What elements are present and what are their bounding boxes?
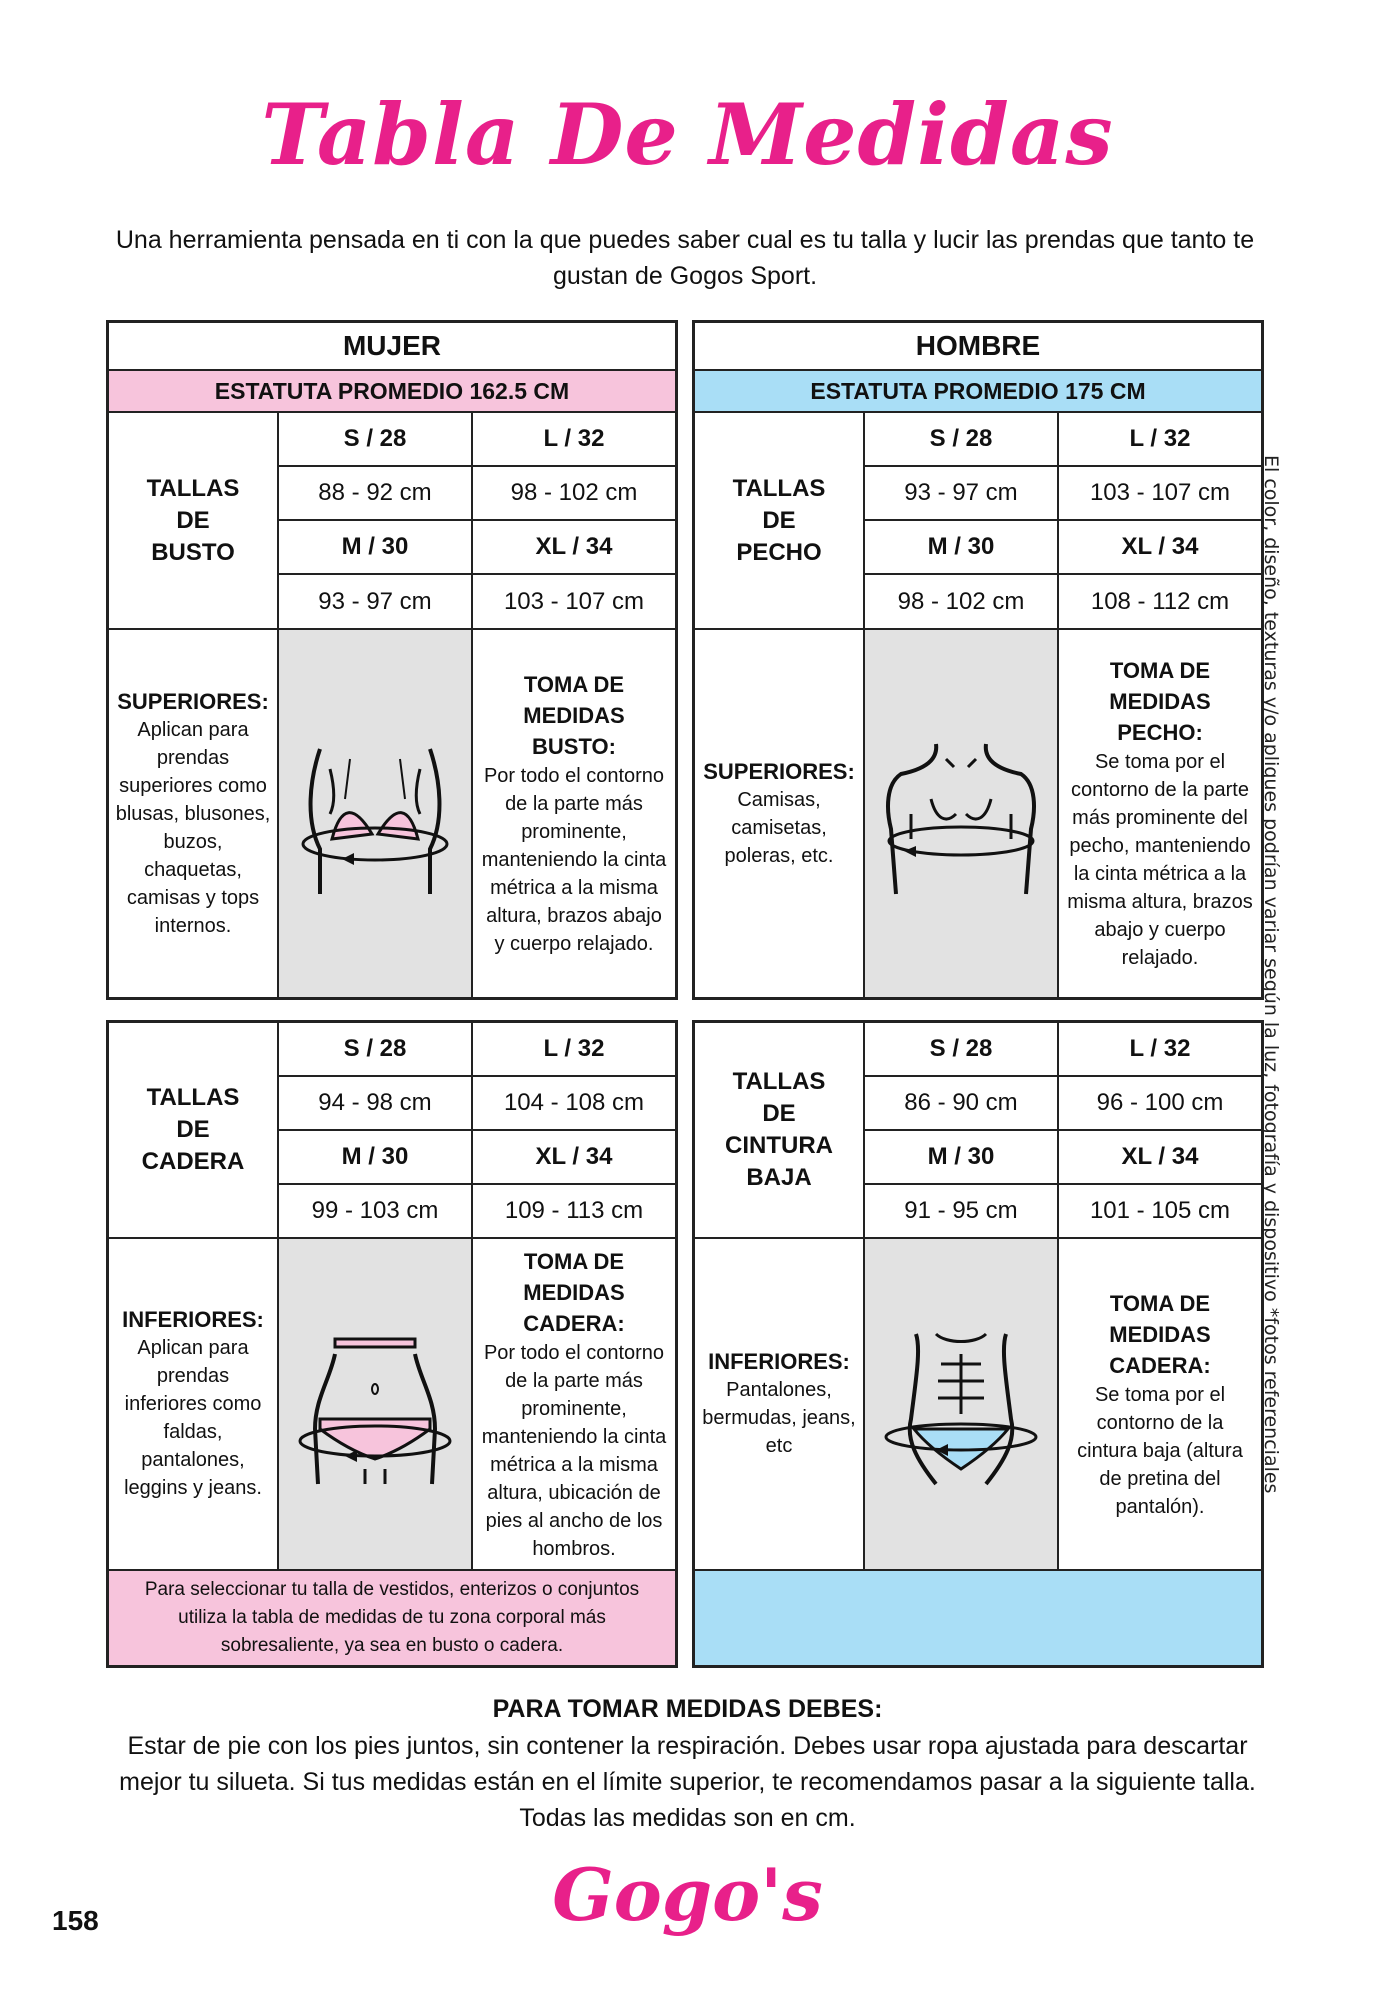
superiores-text: Camisas, camisetas, poleras, etc. xyxy=(724,788,834,867)
size-label: S / 28 xyxy=(929,425,993,452)
toma-cadera-text: Se toma por el contorno de la cintura baja (altura de pretina del pantalón). xyxy=(1077,1383,1243,1518)
size-range: 98 - 102 cm xyxy=(510,479,638,506)
toma-pecho xyxy=(1059,630,1261,997)
size-range: 103 - 107 cm xyxy=(503,587,645,615)
page-number: 158 xyxy=(52,1905,99,1936)
male-chest-icon xyxy=(876,729,1046,899)
size-label: XL / 34 xyxy=(535,1143,613,1170)
size-label: M / 30 xyxy=(341,533,409,560)
instructions-text: Estar de pie con los pies juntos, sin contener la respiración. Debes usar ropa ajustada para descartar mejor tu silueta. Si tus medidas están en el límite superior, te recomendamos pasar a la siguiente talla. Todas las medidas son en cm. xyxy=(119,1732,1256,1832)
toma-busto-title: TOMA DE MEDIDAS BUSTO: xyxy=(523,672,625,759)
bra-icon xyxy=(290,729,460,899)
size-range: 108 - 112 cm xyxy=(1090,587,1230,615)
size-label: S / 28 xyxy=(343,425,407,452)
inferiores-mujer xyxy=(109,1239,277,1569)
toma-cadera-hombre xyxy=(1059,1239,1261,1569)
size-label: L / 32 xyxy=(543,425,605,452)
instructions-heading: PARA TOMAR MEDIDAS DEBES: xyxy=(492,1695,883,1723)
size-range: 88 - 92 cm xyxy=(318,479,432,506)
chest-illustration xyxy=(865,630,1057,997)
size-label: XL / 34 xyxy=(1121,533,1199,560)
toma-cadera-title: TOMA DE MEDIDAS CADERA: xyxy=(523,1248,625,1336)
inferiores-hombre xyxy=(695,1239,863,1569)
size-label: M / 30 xyxy=(927,533,995,560)
size-range: 91 - 95 cm xyxy=(904,1197,1018,1224)
hombre-top-panel xyxy=(692,320,1264,1000)
size-range: 93 - 97 cm xyxy=(904,479,1018,506)
size-label: XL / 34 xyxy=(535,533,613,560)
mujer-top-panel xyxy=(106,320,678,1000)
inferiores-text: Aplican para prendas inferiores como faldas, pantalones, leggins y jeans. xyxy=(124,1337,262,1499)
tallas-busto-label: TALLAS DE BUSTO xyxy=(146,474,240,566)
size-label: L / 32 xyxy=(1129,425,1191,452)
toma-cadera-text: Por todo el contorno de la parte más prominente, manteniendo la cinta métrica a la misma altura, ubicación de pies al ancho de los hombros. xyxy=(481,1341,667,1560)
superiores-title: SUPERIORES: xyxy=(117,688,269,714)
male-waist-icon xyxy=(876,1319,1046,1489)
hip-illustration xyxy=(279,1239,471,1569)
toma-cadera-title: TOMA DE MEDIDAS CADERA: xyxy=(1109,1290,1211,1378)
toma-cadera-mujer xyxy=(473,1239,675,1569)
size-label: L / 32 xyxy=(1129,1035,1191,1062)
size-label: M / 30 xyxy=(341,1143,409,1170)
size-range: 104 - 108 cm xyxy=(503,1089,645,1116)
tallas-cintura-label: TALLAS DE CINTURA BAJA xyxy=(725,1068,833,1191)
brand-logo: Gogo's xyxy=(552,1852,823,1937)
side-note-text: El color, diseño, texturas y/o apliques podrían variar según la luz, fotografía y dispositivo *fotos referenciales xyxy=(1260,455,1282,1494)
hombre-estatura: ESTATUTA PROMEDIO 175 CM xyxy=(695,371,1261,411)
superiores-mujer xyxy=(109,630,277,997)
toma-pecho-title: TOMA DE MEDIDAS PECHO: xyxy=(1109,658,1211,745)
size-label: XL / 34 xyxy=(1121,1143,1199,1170)
size-range: 103 - 107 cm xyxy=(1089,479,1231,506)
page-title: Tabla De Medidas xyxy=(261,85,1114,184)
tallas-cadera-label: TALLAS DE CADERA xyxy=(141,1084,245,1175)
size-label: M / 30 xyxy=(927,1143,995,1170)
size-label: S / 28 xyxy=(929,1035,993,1062)
toma-pecho-text: Se toma por el contorno de la parte más prominente del pecho, manteniendo la cinta métrica a la misma altura, brazos abajo y cuerpo relajado. xyxy=(1067,751,1253,969)
size-range: 96 - 100 cm xyxy=(1096,1089,1224,1116)
size-label: L / 32 xyxy=(543,1035,605,1062)
inferiores-title: INFERIORES: xyxy=(122,1307,264,1332)
superiores-title: SUPERIORES: xyxy=(703,758,855,784)
side-note xyxy=(1258,455,1282,1535)
inferiores-text: Pantalones, bermudas, jeans, etc xyxy=(702,1379,856,1457)
superiores-text: Aplican para prendas superiores como blusas, blusones, buzos, chaquetas, camisas y tops internos. xyxy=(115,718,271,937)
size-range: 86 - 90 cm xyxy=(904,1089,1018,1116)
bust-illustration xyxy=(279,630,471,997)
hombre-header: HOMBRE xyxy=(915,330,1041,361)
toma-busto-text: Por todo el contorno de la parte más prominente, manteniendo la cinta métrica a la misma altura, brazos abajo y cuerpo relajado. xyxy=(481,765,667,955)
waist-illustration xyxy=(865,1239,1057,1569)
size-range: 99 - 103 cm xyxy=(311,1197,439,1224)
size-range: 94 - 98 cm xyxy=(318,1089,432,1116)
size-range: 101 - 105 cm xyxy=(1089,1197,1231,1224)
vestidos-note: Para seleccionar tu talla de vestidos, enterizos o conjuntos utiliza la tabla de medidas de tu zona corporal más sobresaliente, ya sea en busto o cadera. xyxy=(109,1571,675,1665)
size-label: S / 28 xyxy=(343,1035,407,1062)
hombre-bottom-panel xyxy=(692,1020,1264,1668)
size-range: 109 - 113 cm xyxy=(504,1197,644,1224)
mujer-estatura: ESTATUTA PROMEDIO 162.5 CM xyxy=(109,371,675,411)
inferiores-title: INFERIORES: xyxy=(708,1349,850,1374)
mujer-bottom-panel xyxy=(106,1020,678,1668)
size-range: 98 - 102 cm xyxy=(897,587,1025,615)
mujer-header: MUJER xyxy=(342,330,441,361)
hombre-footer-band xyxy=(695,1571,1261,1665)
toma-busto xyxy=(473,630,675,997)
hips-icon xyxy=(290,1319,460,1489)
superiores-hombre xyxy=(695,630,863,997)
size-range: 93 - 97 cm xyxy=(318,587,432,615)
tallas-pecho-label: TALLAS DE PECHO xyxy=(732,474,826,566)
intro-text: Una herramienta pensada en ti con la que puedes saber cual es tu talla y lucir las prendas que tanto te gustan de Gogos Sport. xyxy=(115,226,1255,290)
